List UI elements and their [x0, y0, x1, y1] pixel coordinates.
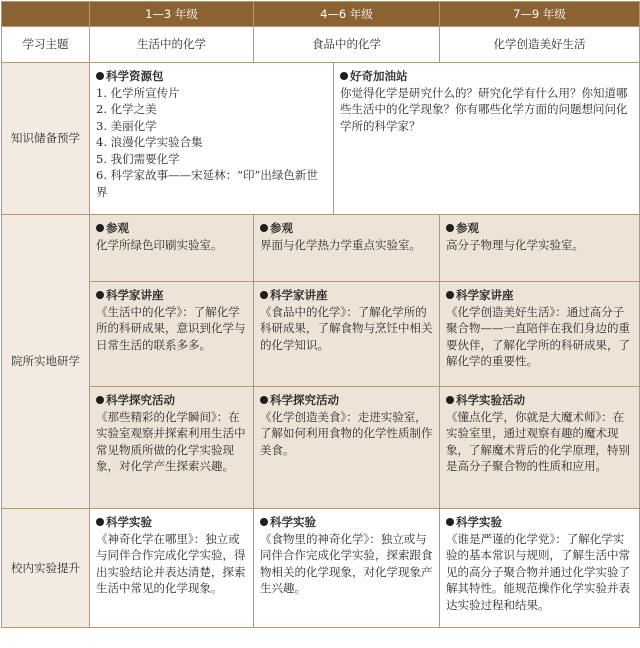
visit-grade-1-3: [90, 215, 254, 282]
resource-pack-title: 科学资源包: [106, 69, 164, 83]
activity-title: 科学探究活动: [270, 393, 339, 407]
bullet-icon: [260, 396, 268, 404]
bullet-icon: [96, 518, 104, 526]
resource-item: 6. 科学家故事——宋延林：“印”出绿色新世界: [96, 168, 318, 199]
bullet-icon: [446, 518, 454, 526]
school-lab-title: 科学实验: [270, 515, 316, 529]
grade-header-row: [2, 2, 640, 27]
visit-heading: [96, 220, 248, 237]
topic-row: [2, 27, 640, 63]
resource-item: 2. 化学之美: [96, 102, 157, 116]
field-study-row-label: 院所实地研学: [2, 215, 90, 509]
visit-text: 化学所绿色印刷实验室。: [96, 237, 223, 252]
activity-heading: [96, 392, 248, 409]
visit-heading: [446, 220, 634, 237]
bullet-icon: [96, 396, 104, 404]
topic-grade-4-6: 食品中的化学: [254, 27, 440, 63]
grade-7-9-header: 7—9 年级: [440, 2, 640, 27]
lecture-text: 《化学创造美好生活》：通过高分子聚合物——一直陪伴在我们身边的重要伙伴，了解化学所的科研成果，了解化学的重要性。: [446, 304, 631, 368]
visit-grade-4-6: [254, 215, 440, 282]
activity-heading: [260, 392, 434, 409]
school-lab-text: 《食物里的神奇化学》：独立或与同伴合作完成化学实验，探索跟食物相关的化学现象，对化学现象产生兴趣。: [260, 531, 433, 595]
school-lab-grade-4-6: [254, 509, 440, 628]
school-lab-row-label: 校内实验提升: [2, 509, 90, 628]
curriculum-table: [1, 1, 640, 628]
school-lab-heading: [96, 514, 248, 531]
activity-text: 《那些精彩的化学瞬间》：在实验室观察并探索利用生活中常见物质所做的化学实验现象，对化学产生探索兴趣。: [96, 409, 246, 473]
lecture-row: [2, 282, 640, 387]
visit-title: 参观: [106, 221, 129, 235]
lecture-title: 科学家讲座: [106, 288, 164, 302]
visit-title: 参观: [456, 221, 480, 235]
bullet-icon: [446, 396, 454, 404]
lecture-heading: [260, 287, 434, 304]
school-lab-heading: [260, 514, 434, 531]
activity-row: [2, 387, 640, 509]
visit-grade-7-9: [440, 215, 640, 282]
curiosity-station-text: 你觉得化学是研究什么的？研究化学有什么用？你知道哪些生活中的化学现象？你有哪些化学方面的问题想问问化学所的科学家？: [340, 85, 628, 133]
school-lab-grade-1-3: [90, 509, 254, 628]
bullet-icon: [260, 291, 268, 299]
school-lab-title: 科学实验: [456, 515, 503, 529]
bullet-icon: [96, 72, 104, 80]
school-lab-title: 科学实验: [106, 515, 152, 529]
school-lab-text: 《谁是严谨的化学党》：了解化学实验的基本常识与规则，了解生活中常见的高分子聚合物并通过化学实验了解其特性。能规范操作化学实验并表达实验过程和结果。: [446, 531, 631, 612]
bullet-icon: [260, 224, 268, 232]
resource-pack-heading: [96, 68, 328, 85]
lecture-grade-4-6: [254, 282, 440, 387]
school-lab-grade-7-9: [440, 509, 640, 628]
activity-grade-7-9: [440, 387, 640, 509]
bullet-icon: [96, 224, 104, 232]
school-lab-row: [2, 509, 640, 628]
activity-title: 科学探究活动: [106, 393, 175, 407]
resource-item: 4. 浪漫化学实验合集: [96, 135, 203, 149]
header-corner: [2, 2, 90, 27]
grade-1-3-header: 1—3 年级: [90, 2, 254, 27]
curiosity-station-cell: [334, 63, 640, 215]
lecture-heading: [446, 287, 634, 304]
topic-row-label: 学习主题: [2, 27, 90, 63]
activity-grade-4-6: [254, 387, 440, 509]
lecture-grade-7-9: [440, 282, 640, 387]
activity-text: 《懂点化学，你就是大魔术师》：在实验室里，通过观察有趣的魔术现象，了解魔术背后的化学原理，特别是高分子聚合物的性质和应用。: [446, 409, 631, 473]
topic-grade-7-9: 化学创造美好生活: [440, 27, 640, 63]
activity-heading: [446, 392, 634, 409]
knowledge-row: [2, 63, 640, 215]
school-lab-heading: [446, 514, 634, 531]
resource-item: 1. 化学所宣传片: [96, 85, 180, 100]
activity-text: 《化学创造美食》：走进实验室，了解如何利用食物的化学性质制作美食。: [260, 409, 433, 457]
resource-item: 3. 美丽化学: [96, 118, 157, 133]
knowledge-row-label: 知识储备预学: [2, 63, 90, 215]
bullet-icon: [96, 291, 104, 299]
visit-text: 高分子物理与化学实验室。: [446, 237, 585, 252]
visit-row: [2, 215, 640, 282]
school-lab-text: 《神奇化学在哪里》：独立或与同伴合作完成化学实验，得出实验结论并表达清楚，探索生活中常见的化学现象。: [96, 531, 246, 595]
visit-text: 界面与化学热力学重点实验室。: [260, 237, 421, 252]
bullet-icon: [446, 224, 454, 232]
resource-item: 5. 我们需要化学: [96, 151, 180, 166]
lecture-title: 科学家讲座: [456, 288, 514, 302]
bullet-icon: [340, 72, 348, 80]
visit-title: 参观: [270, 221, 293, 235]
resource-pack-cell: [90, 63, 334, 215]
grade-4-6-header: 4—6 年级: [254, 2, 440, 27]
curiosity-station-heading: [340, 68, 634, 85]
lecture-title: 科学家讲座: [270, 288, 328, 302]
curiosity-station-title: 好奇加油站: [350, 69, 408, 83]
visit-heading: [260, 220, 434, 237]
lecture-grade-1-3: [90, 282, 254, 387]
lecture-text: 《食品中的化学》：了解化学所的科研成果，了解食物与烹饪中相关的化学知识。: [260, 304, 433, 352]
lecture-heading: [96, 287, 248, 304]
activity-title: 科学实验活动: [456, 393, 526, 407]
bullet-icon: [446, 291, 454, 299]
activity-grade-1-3: [90, 387, 254, 509]
lecture-text: 《生活中的化学》：了解化学所的科研成果，意识到化学与日常生活的联系多多。: [96, 304, 246, 352]
topic-grade-1-3: 生活中的化学: [90, 27, 254, 63]
bullet-icon: [260, 518, 268, 526]
